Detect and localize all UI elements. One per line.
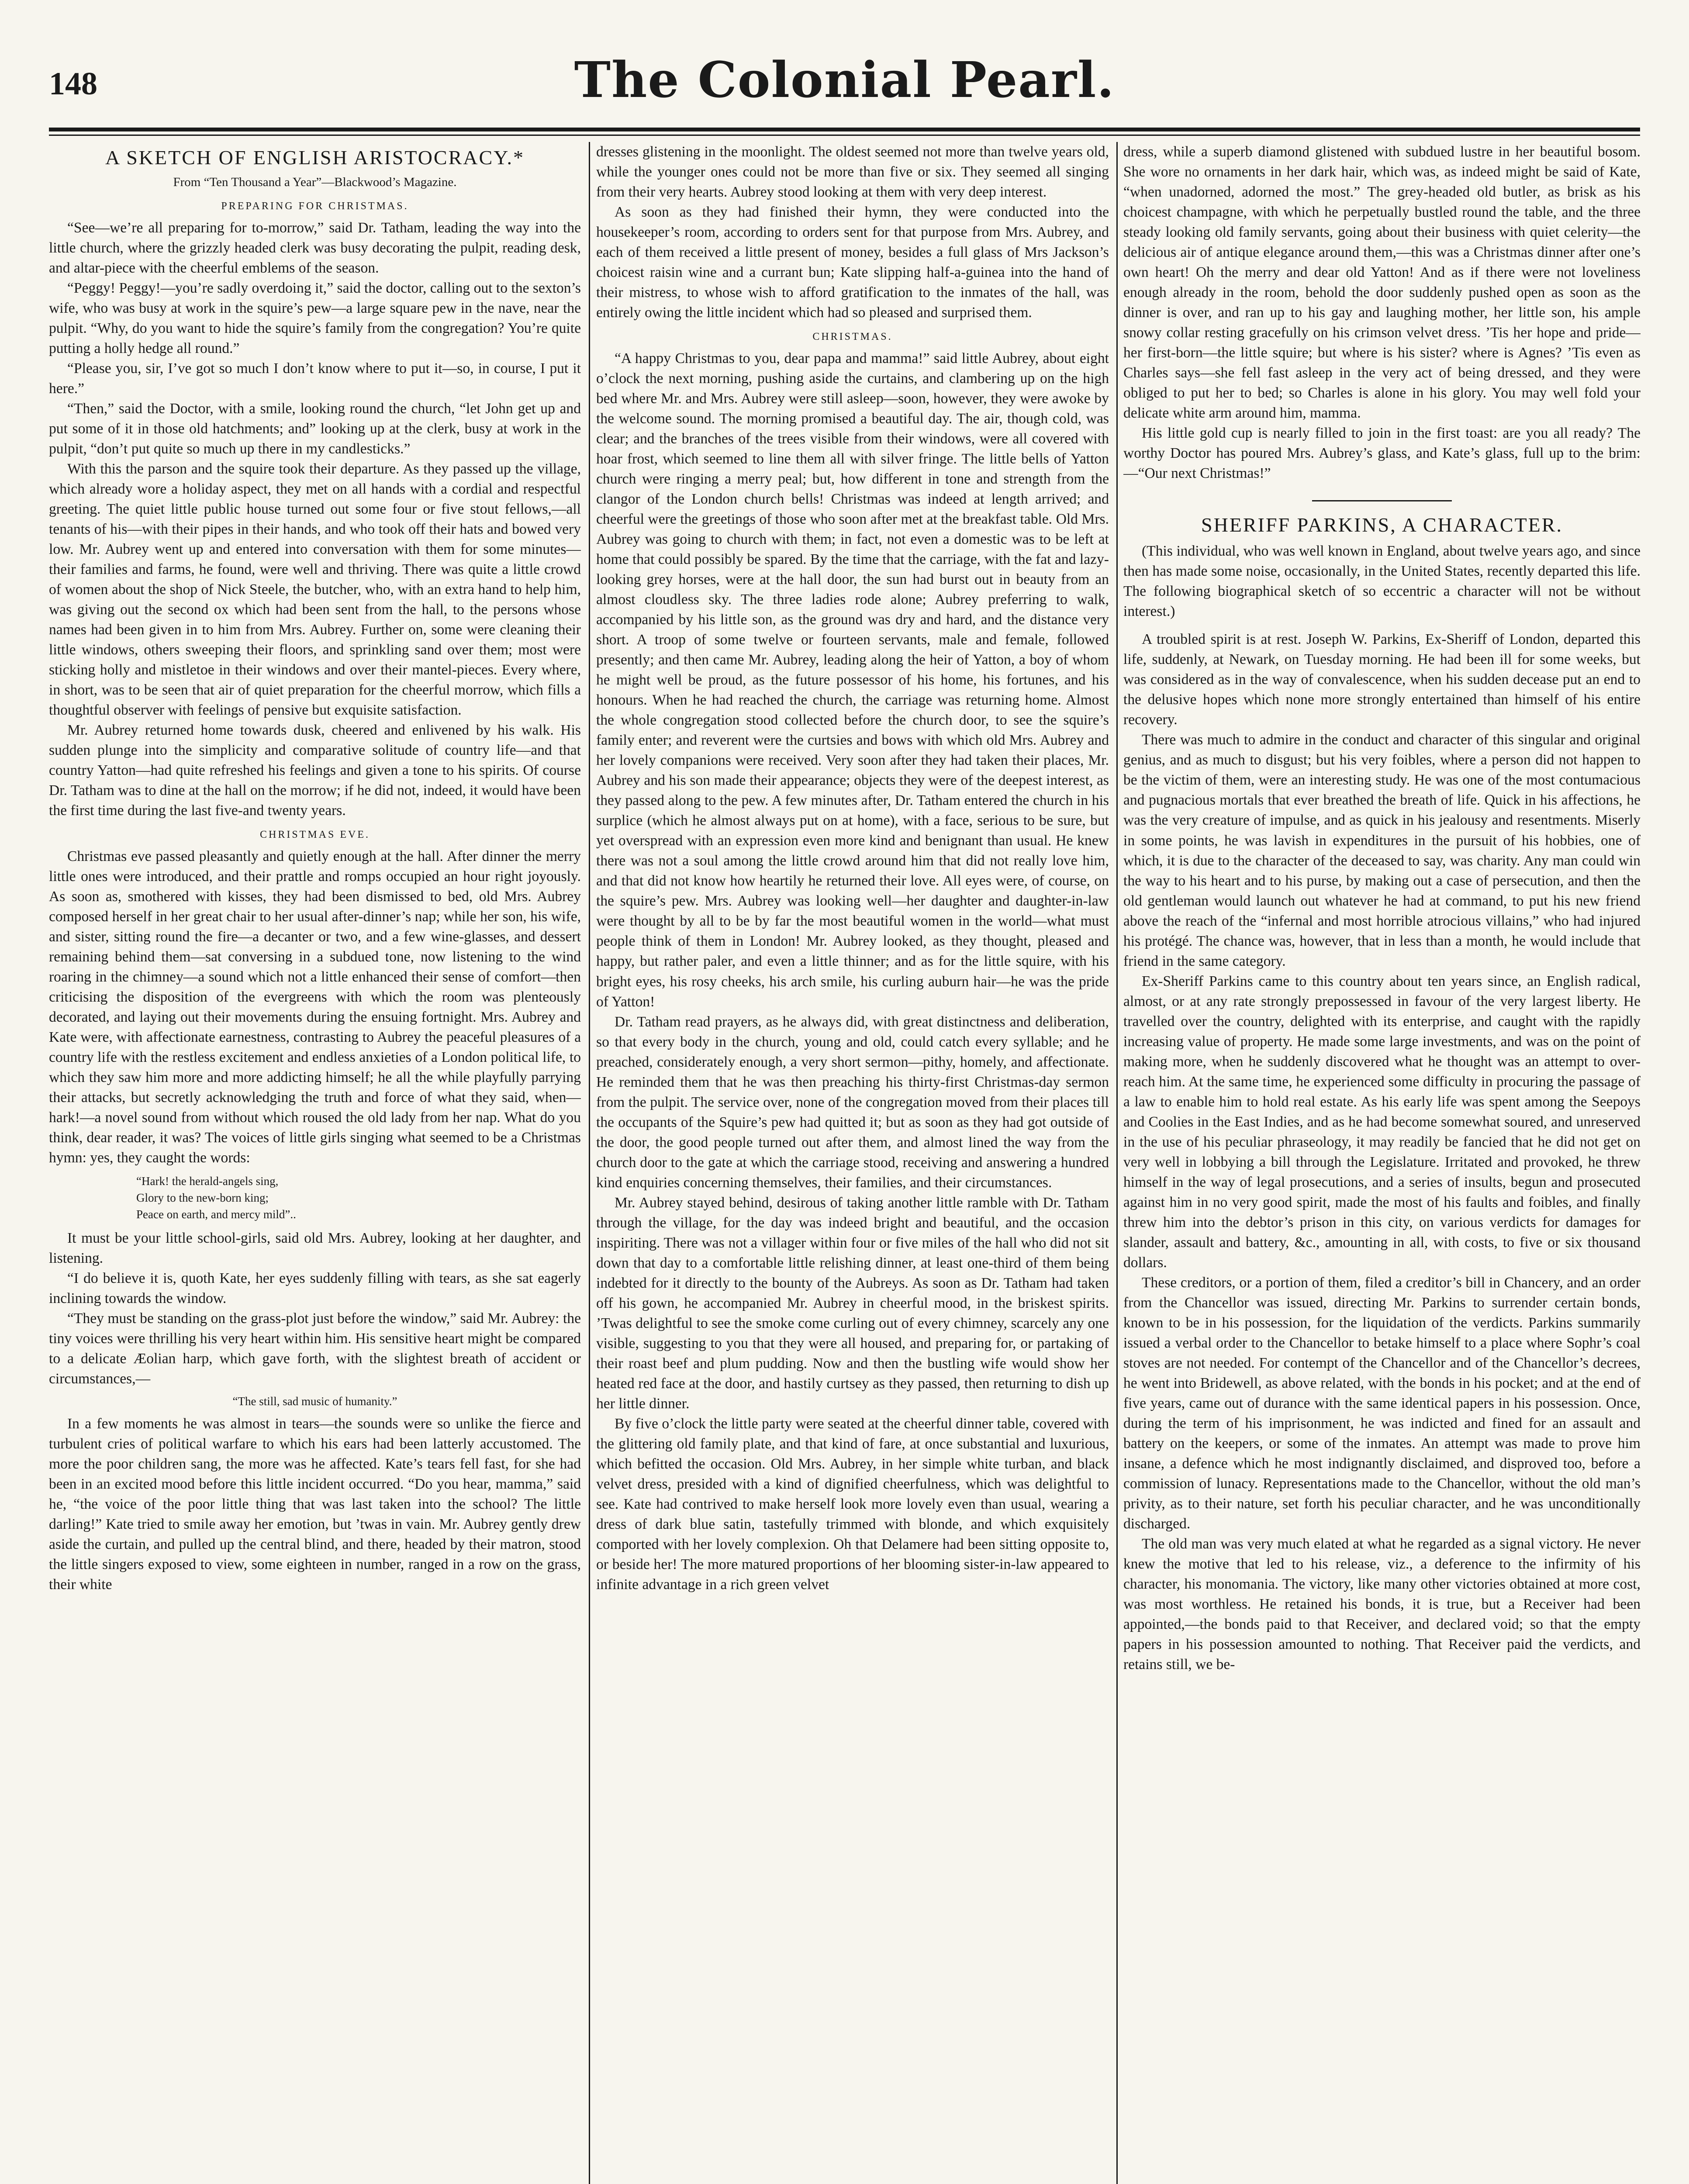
paragraph: “Then,” said the Doctor, with a smile, looking round the church, “let John get up and put some of it in those old hatchments; and” looking up at the clerk, busy at work in the pulpit, “don’t put quite so much up there in my candlesticks.”: [49, 400, 581, 457]
verse-line: Peace on earth, and mercy mild”..: [136, 1207, 296, 1221]
section-heading: PREPARING FOR CHRISTMAS.: [221, 200, 409, 212]
header-rule: [49, 128, 1640, 131]
paragraph: It must be your little school-girls, said old Mrs. Aubrey, looking at her daughter, and listening.: [49, 1230, 581, 1266]
paragraph: His little gold cup is nearly filled to join in the first toast: are you all ready? The worthy Doctor has poured Mrs. Aubrey’s glass, and Kate’s glass, full up to the brim:—“Our next Christmas!”: [1123, 425, 1641, 482]
paragraph: “Peggy! Peggy!—you’re sadly overdoing it,” said the doctor, calling out to the sexton’s wife, who was busy at work in the squire’s pew—a large square pew in the nave, near the pulpit. “Why, do you want to hide the squire’s family from the congregation? You’re quite putting a holly hedge all round.”: [49, 280, 581, 356]
column-3: [1123, 142, 1641, 2184]
article-title: A SKETCH OF ENGLISH ARISTOCRACY.*: [105, 146, 525, 169]
paragraph: dresses glistening in the moonlight. The oldest seemed not more than twelve years old, while the younger ones could not be more than five or six. They seemed all singing from their very hearts. Aubrey stood looking at them with very deep interest.: [596, 144, 1109, 200]
verse-line: Glory to the new-born king;: [136, 1191, 269, 1204]
paragraph: As soon as they had finished their hymn, they were conducted into the housekeeper’s room, according to orders sent for that purpose from Mrs. Aubrey, and each of them received a little present of money, besides a full glass of Mrs Jackson’s choicest raisin wine and a currant bun; Kate slipping half-a-guinea into the hand of their mistress, to whose wish to afford gratification to the inmates of the hall, was entirely owing the little incident which had so pleased and surprised them.: [596, 204, 1109, 321]
paragraph: “They must be standing on the grass-plot just before the window,” said Mr. Aubrey: the tiny voices were thrilling his very heart within him. His sensitive heart might be compared to a delicate Æolian harp, which gave forth, with the slightest breath of accident or circumstances,—: [49, 1310, 581, 1387]
article-title: SHERIFF PARKINS, A CHARACTER.: [1201, 514, 1563, 536]
column-1: [49, 142, 581, 2184]
page-number: 148: [49, 66, 97, 102]
paragraph: “See—we’re all preparing for to-morrow,” said Dr. Tatham, leading the way into the little church, where the grizzly headed clerk was busy decorating the pulpit, reading desk, and altar-piece with the cheerful emblems of the season.: [49, 219, 581, 276]
paragraph: Mr. Aubrey stayed behind, desirous of taking another little ramble with Dr. Tatham through the village, for the day was indeed bright and beautiful, and the occasion inspiriting. There was not a villager within four or five miles of the hall who did not sit down that day to a comfortable little relishing dinner, at least one-third of them being indebted for it directly to the bounty of the Aubreys. As soon as Dr. Tatham had taken off his gown, he accompanied Mr. Aubrey in cheerful mood, in the briskest spirits. ’Twas delightful to see the smoke come curling out of every chimney, scarcely any one visible, suggesting to you that they were all housed, and preparing for, or partaking of their roast beef and plum pudding. Now and then the bustling wife would show her heated red face at the door, and hastily curtsey as they passed, then returning to dish up her little dinner.: [596, 1194, 1109, 1412]
paragraph: dress, while a superb diamond glistened with subdued lustre in her beautiful bosom. She wore no ornaments in her dark hair, which was, as indeed might be said of Kate, “when unadorned, adorned the most.” The grey-headed old butler, as brisk as his choicest champagne, with which he perpetually bustled round the table, and the three steady looking old family servants, going about their business with quiet celerity—the delicious air of antique elegance around them,—this was a Christmas dinner after one’s own heart! Oh the merry and dear old Yatton! And as if there were not loveliness enough already in the room, behold the door suddenly pushed open as soon as the dinner is over, and ran up to his gay and laughing mother, her little son, his ample snowy collar resting gracefully on his crimson velvet dress. ’Tis her hope and pride—her first-born—the little squire; but where is his sister? where is Agnes? ’Tis even as Charles says—she fell fast asleep in the very act of being dressed, and they were obliged to put her to bed; so Charles is alone in his glory. You may well fold your delicate white arm around him, mamma.: [1123, 144, 1641, 422]
article-source: From “Ten Thousand a Year”—Blackwood’s Magazine.: [173, 175, 457, 190]
paragraph: “A happy Christmas to you, dear papa and mamma!” said little Aubrey, about eight o’clock the next morning, pushing aside the curtains, and clambering up on the high bed where Mr. and Mrs. Aubrey were still asleep—soon, however, they were awoke by the welcome sound. The morning promised a beautiful day. The air, though cold, was clear; and the branches of the trees visible from their windows, were all covered with hoar frost, which seemed to line them all with silver fringe. The little bells of Yatton church were ringing a merry peal; but, how different in tone and strength from the clangor of the London church bells! Christmas was indeed at length arrived; and cheerful were the greetings of those who soon after met at the breakfast table. Old Mrs. Aubrey was going to church with them; in fact, not even a domestic was to be left at home that could possibly be spared. By the time that the carriage, with the fat and lazy-looking grey horses, were at the hall door, the sun had burst out in beauty from an almost cloudless sky. The three ladies rode alone; Aubrey preferring to walk, accompanied by his little son, as the ground was dry and hard, and the distance very short. A troop of some twelve or fourteen servants, male and female, followed presently; and then came Mr. Aubrey, leading along the heir of Yatton, a boy of whom he might well be proud, as the future possessor of his home, his fortunes, and his honours. When he had reached the church, the carriage was returning home. Almost the whole congregation stood collected before the church door, to see the squire’s family enter; and reverent were the curtsies and bows with which old Mrs. Aubrey and her lovely companions were received. Very soon after they had taken their places, Mr. Aubrey and his son made their appearance; objects they were of the deepest interest, as they passed along to the pew. A few minutes after, Dr. Tatham entered the church in his surplice (which he almost always put on at home), with a face, serious to be sure, but yet overspread with an expression even more kind and benignant than usual. He knew there was not a soul among the little crowd around him that did not really love him, and that did not know how heartily he returned their love. All eyes were, of course, on the squire’s pew. Mrs. Aubrey was looking well—her daughter and daughter-in-law were thought by all to be by far the most beautiful women in the world—what must people think of them in London! Mr. Aubrey looked, as they thought, pleased and happy, but rather paler, and even a little thinner; and as for the little squire, with his bright eyes, his rosy cheeks, his arch smile, his curling auburn hair—he was the pride of Yatton!: [596, 350, 1109, 1010]
paragraph: Mr. Aubrey returned home towards dusk, cheered and enlivened by his walk. His sudden plunge into the simplicity and comparative solitude of country life—and that country Yatton—had quite refreshed his feelings and given a tone to his spirits. Of course Dr. Tatham was to dine at the hall on the morrow; if he did not, indeed, it would have been the first time during the last five-and twenty years.: [49, 722, 581, 819]
quoted-line: “The still, sad music of humanity.”: [232, 1394, 397, 1408]
header-rule-thin: [49, 135, 1640, 136]
paragraph: In a few moments he was almost in tears—the sounds were so unlike the fierce and turbulent cries of political warfare to which his ears had been latterly accustomed. The more the poor children sang, the more was he affected. Kate’s tears fell fast, for she had been in an excited mood before this little incident occurred. “Do you hear, mamma,” said he, “the voice of the poor little thing that was last taken into the school? The little darling!” Kate tried to smile away her emotion, but ’twas in vain. Mr. Aubrey gently drew aside the curtain, and pulled up the central blind, and there, headed by their matron, stood the little singers exposed to view, some eighteen in number, ranged in a row on the grass, their white: [49, 1415, 581, 1593]
paragraph: By five o’clock the little party were seated at the cheerful dinner table, covered with the glittering old family plate, and that kind of fare, at once substantial and luxurious, which befitted the occasion. Old Mrs. Aubrey, in her simple white turban, and black velvet dress, presided with a kind of dignified cheerfulness, which was delightful to see. Kate had contrived to make herself look more lovely even than usual, wearing a dress of dark blue satin, tastefully trimmed with blonde, and which exquisitely comported with her lovely complexion. Oh that Delamere had been sitting opposite to, or beside her! The more matured proportions of her blooming sister-in-law appeared to infinite advantage in a rich green velvet: [596, 1415, 1109, 1593]
masthead-title: The Colonial Pearl.: [574, 52, 1115, 109]
column-separator: [1116, 142, 1118, 2184]
column-2: [596, 142, 1109, 2184]
column-separator: [589, 142, 590, 2184]
hymn-verse: [136, 1173, 581, 1223]
paragraph: “Please you, sir, I’ve got so much I don’t know where to put it—so, in course, I put it here.”: [49, 360, 581, 397]
section-heading: CHRISTMAS.: [812, 331, 893, 343]
paragraph: Christmas eve passed pleasantly and quietly enough at the hall. After dinner the merry little ones were introduced, and their prattle and romps occupied an hour right joyously. As soon as, smothered with kisses, they had been dismissed to bed, old Mrs. Aubrey composed herself in her great chair to her usual after-dinner’s nap; while her son, his wife, and sister, sitting round the fire—a decanter or two, and a few wine-glasses, and dessert remaining behind them—sat conversing in a subdued tone, now listening to the wind roaring in the chimney—a sound which not a little enhanced their sense of comfort—then criticising the disposition of the evergreens with which the room was plenteously decorated, and laying out their movements during the ensuing fortnight. Mrs. Aubrey and Kate were, with affectionate earnestness, contrasting to Aubrey the peaceful pleasures of a country life with the restless excitement and endless anxieties of a London political life, to which they saw him more and more addicting himself; he all the while playfully parrying their attacks, but secretly acknowledging the truth and force of what they said, when—hark!—a novel sound from without which roused the old lady from her nap. What do you think, dear reader, it was? The voices of little girls singing what seemed to be a Christmas hymn: yes, they caught the words:: [49, 848, 581, 1166]
paragraph: The old man was very much elated at what he regarded as a signal victory. He never knew the motive that led to his release, viz., a deference to the infirmity of his character, his monomania. The victory, like many other victories obtained at more cost, was most worthless. He retained his bonds, it is true, but a Receiver had been appointed,—the bonds paid to that Receiver, and declared void; so that the empty papers in his possession amounted to nothing. That Receiver paid the verdicts, and retains still, we be-: [1123, 1536, 1641, 1673]
article-divider: [1312, 500, 1452, 501]
paragraph: A troubled spirit is at rest. Joseph W. Parkins, Ex-Sheriff of London, departed this life, suddenly, at Newark, on Tuesday morning. He had been ill for some weeks, but was considered as in the way of convalescence, when his sudden decease put an end to the delusive hopes which none more strongly entertained than himself of his entire recovery.: [1123, 631, 1641, 728]
paragraph: Ex-Sheriff Parkins came to this country about ten years since, an English radical, almost, or at any rate strongly prepossessed in favour of the very largest liberty. He travelled over the country, delighted with its enterprise, and caught with the rapidly increasing value of property. He made some large investments, and was on the point of making more, when he suddenly discovered what he thought was an attempt to over-reach him. At the same time, he experienced some difficulty in procuring the passage of a law to enable him to hold real estate. As his early life was spent among the Seepoys and Coolies in the East Indies, and as he had become somewhat soured, and unreserved in the use of his peculiar phraseology, it may readily be fancied that he did not get on very well in lobbying a bill through the Legislature. Irritated and provoked, he threw himself in the way of legal prosecutions, and a series of insults, begun and prosecuted against him in no very good spirit, made the most of his faults and foibles, and finally threw him into the debtor’s prison in this city, on various verdicts for damages for slander, assault and battery, &c., amounting in all, with costs, to five or six thousand dollars.: [1123, 973, 1641, 1271]
article-intro: (This individual, who was well known in England, about twelve years ago, and since then has made some noise, occasionally, in the United States, recently departed this life. The following biographical sketch of so eccentric a character will not be without interest.): [1123, 543, 1641, 620]
verse-line: “Hark! the herald-angels sing,: [136, 1175, 279, 1188]
paragraph: Dr. Tatham read prayers, as he always did, with great distinctness and deliberation, so that every body in the church, young and old, could catch every syllable; and he preached, considerately enough, a very short sermon—pithy, homely, and affectionate. He reminded them that he was then preaching his thirty-first Christmas-day sermon from the pulpit. The service over, none of the congregation moved from their places till the occupants of the Squire’s pew had quitted it; but as soon as they had got outside of the door, the good people turned out after them, and almost lined the way from the church door to the gate at which the carriage stood, receiving and answering a hundred kind enquiries concerning themselves, their families, and their circumstances.: [596, 1013, 1109, 1191]
section-heading: CHRISTMAS EVE.: [259, 829, 370, 841]
paragraph: There was much to admire in the conduct and character of this singular and original genius, and as much to disgust; but his very foibles, where a person did not happen to be the victim of them, were an interesting study. He was one of the most contumacious and pugnacious mortals that ever breathed the breath of life. Quick in his affections, he was the very creature of impulse, and as quick in his jealousy and resentments. Miserly in some points, he was lavish in expenditures in the pursuit of his hobbies, one of which, it is due to the character of the deceased to say, was charity. Any man could win the way to his heart and to his purse, by making out a case of persecution, and then the old gentleman would launch out whatever he had at command, to put his new friend above the reach of the “infernal and most horrible atrocious villains,” who had injured his protégé. The chance was, however, that in less than a month, he would include that friend in the same category.: [1123, 732, 1641, 969]
paragraph: With this the parson and the squire took their departure. As they passed up the village, which already wore a holiday aspect, they met on all hands with a cordial and respectful greeting. The quiet little public house turned out some four or five stout fellows,—all tenants of his—with their pipes in their hands, and who took off their hats and bowed very low. Mr. Aubrey went up and entered into conversation with them for some minutes—their families and farms, he found, were well and thriving. There was quite a little crowd of women about the shop of Nick Steele, the butcher, who, with an extra hand to help him, was giving out the second ox which had been sent from the hall, to the persons whose names had been given in to him from Mrs. Aubrey. Further on, some were cleaning their little windows, others sweeping their floors, and sprinkling sand over them; most were sticking holly and mistletoe in their windows and over their mantel-pieces. Every where, in short, was to be seen that air of quiet preparation for the cheerful morrow, which fills a thoughtful observer with feelings of pensive but exquisite satisfaction.: [49, 460, 581, 718]
paragraph: These creditors, or a portion of them, filed a creditor’s bill in Chancery, and an order from the Chancellor was issued, directing Mr. Parkins to surrender certain bonds, known to be in his possession, for the liquidation of the verdicts. Parkins summarily issued a verbal order to the Chancellor to betake himself to a place where Sophr’s coal stoves are not needed. For contempt of the Chancellor and of the Chancellor’s decrees, he went into Bridewell, as above related, with the bonds in his pocket; and at the end of five years, came out of durance with the same identical papers in his possession. Once, during the term of his imprisonment, he was indicted and fined for an assault and battery on the keepers, or some of the inmates. An attempt was made to prove him insane, a defence which he most indignantly disclaimed, and disproved too, before a commission of lunacy. Representations made to the Chancellor, without the old man’s privity, as to their nature, set forth his peculiar character, and he was unconditionally discharged.: [1123, 1274, 1641, 1532]
paragraph: “I do believe it is, quoth Kate, her eyes suddenly filling with tears, as she sat eagerly inclining towards the window.: [49, 1270, 581, 1306]
